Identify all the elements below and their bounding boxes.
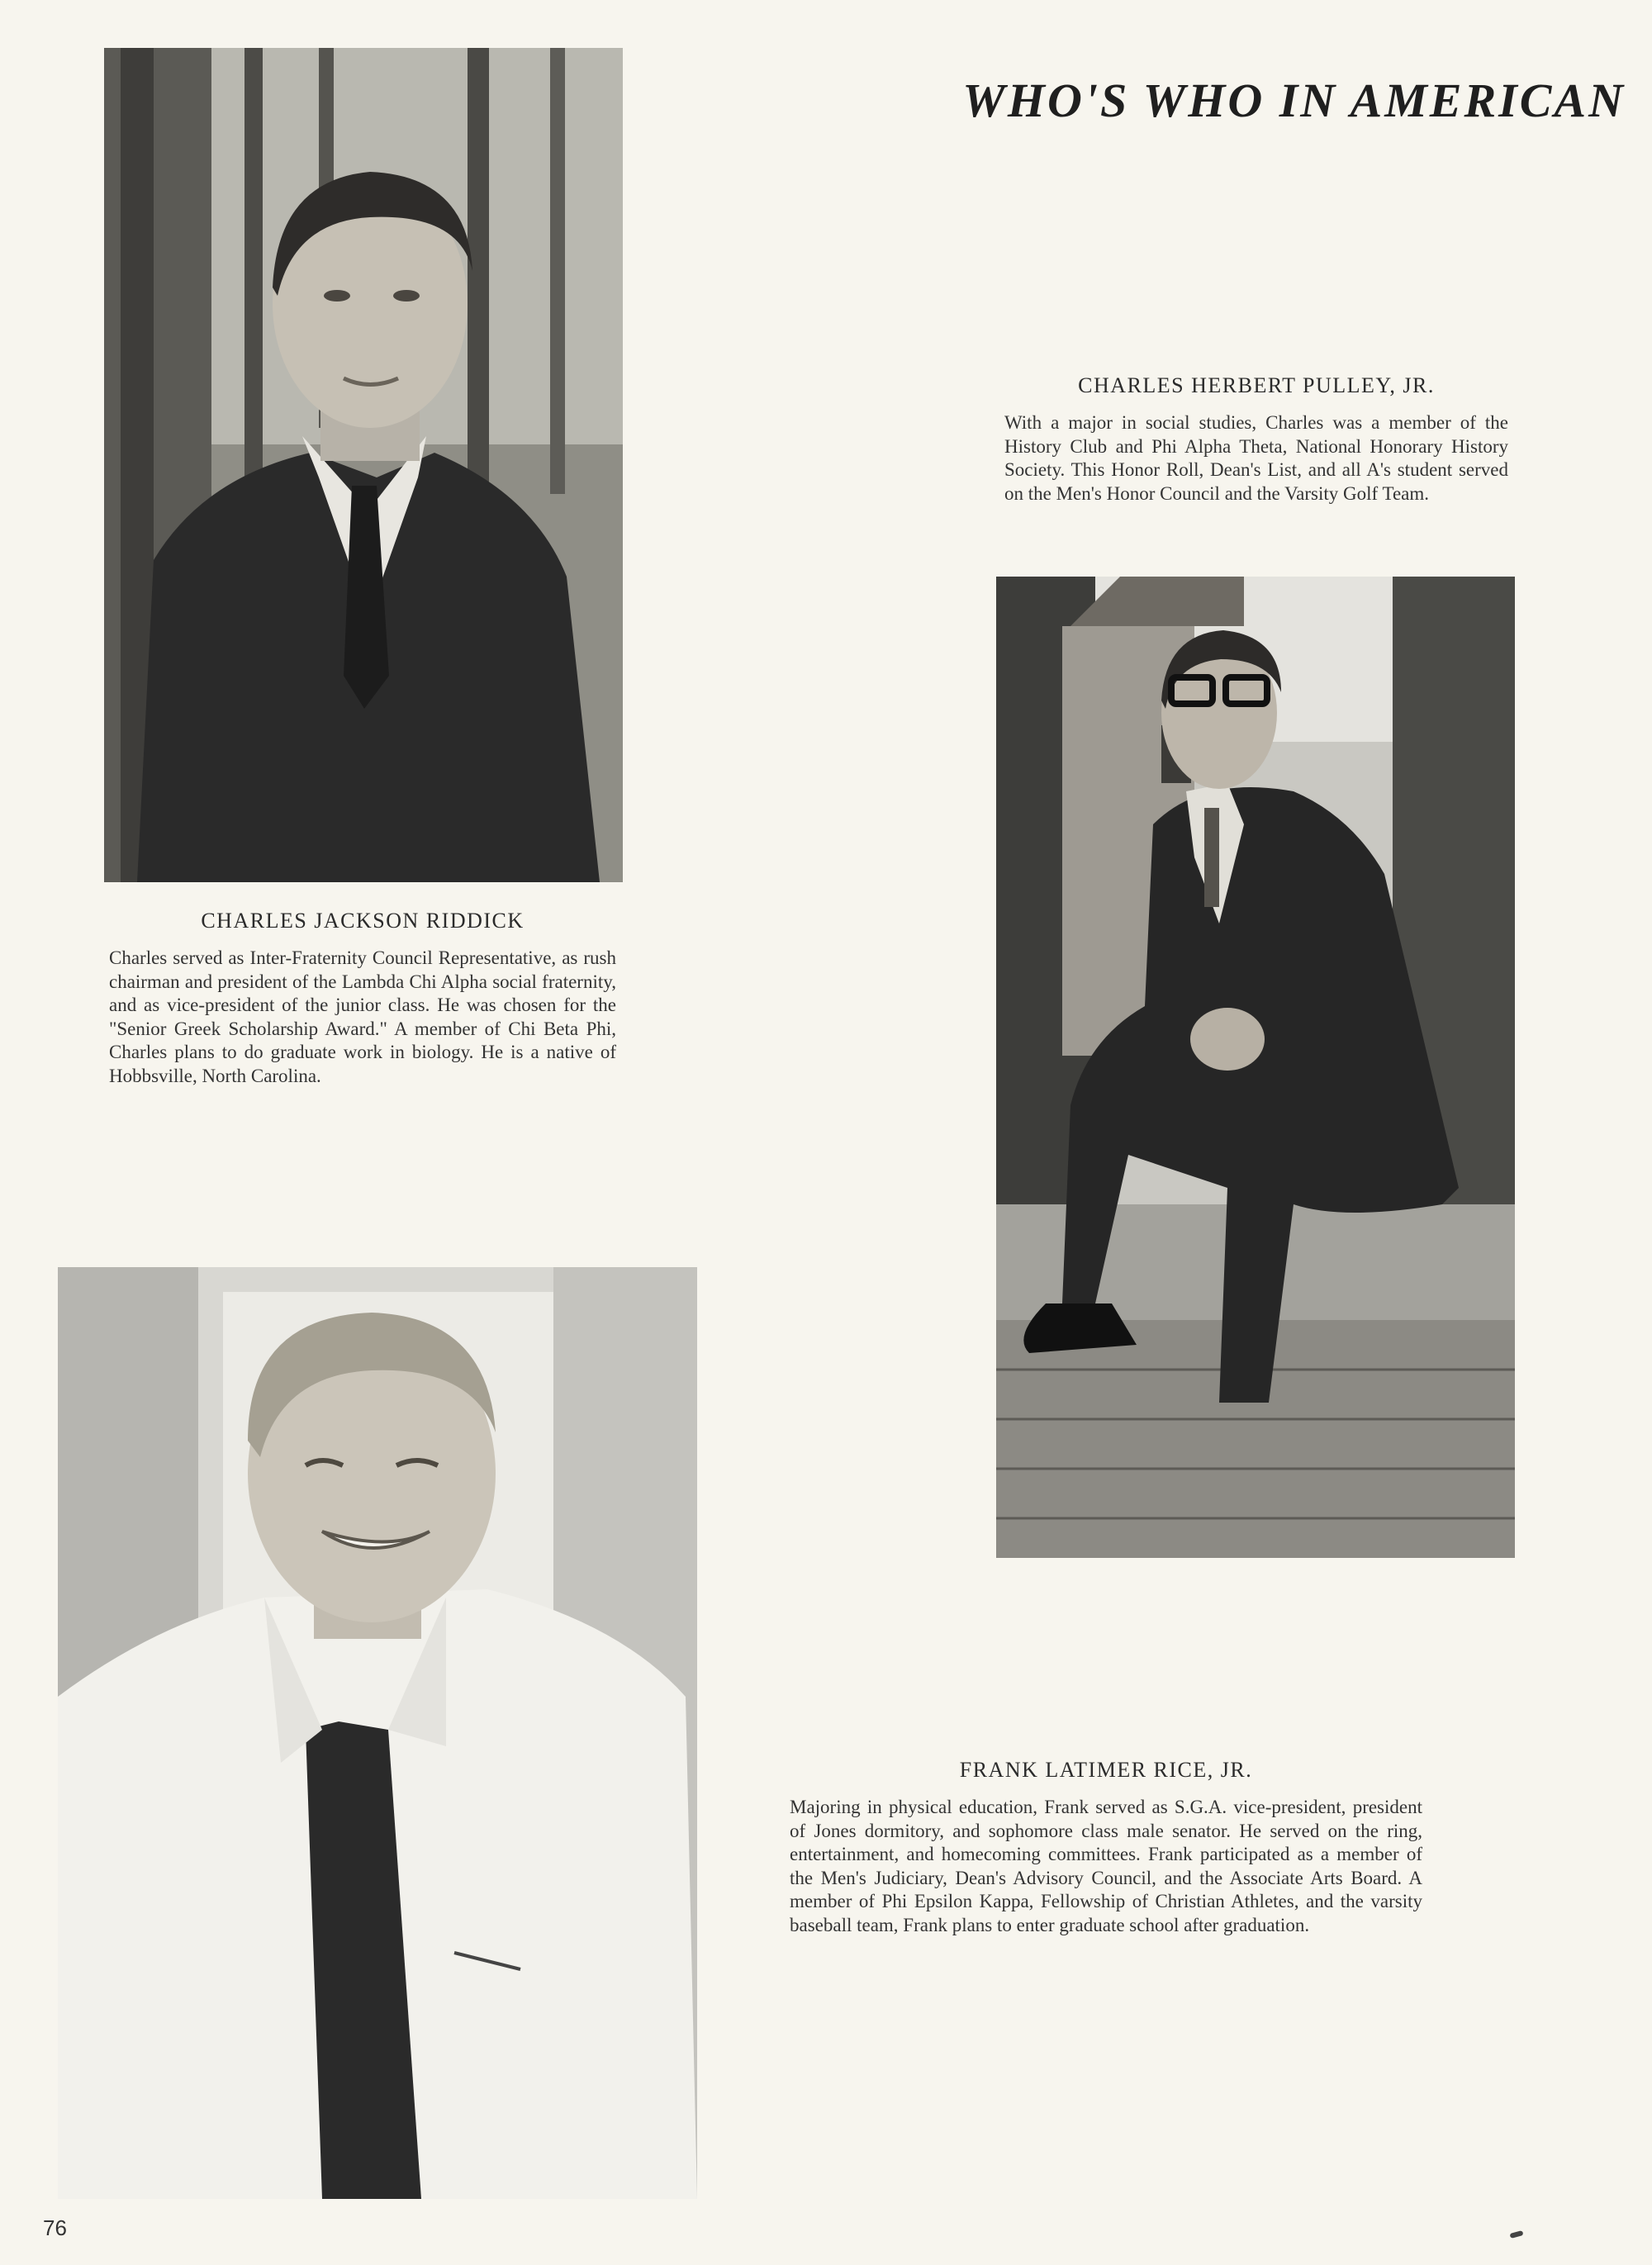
page-title: WHO'S WHO IN AMERICAN	[962, 74, 1626, 127]
profile-bio: Charles served as Inter-Fraternity Council Representative, as rush chairman and president of the Lambda Chi Alpha social fraternity, and as vice-president of the junior class. He was chosen for the "Senior Greek Scholarship Award." A member of Chi Beta Phi, Charles plans to do graduate work in biology. He is a native of Hobbsville, North Carolina.	[109, 947, 616, 1086]
photo-frank-rice	[58, 1267, 697, 2199]
profile-name: CHARLES HERBERT PULLEY, JR.	[1078, 373, 1435, 397]
profile-pulley	[1004, 373, 1508, 506]
profile-bio: With a major in social studies, Charles was a member of the History Club and Phi Alpha Theta, National Honorary History Society. This Honor Roll, Dean's List, and all A's student served on the Men's Honor Council and the Varsity Golf Team.	[1004, 412, 1508, 504]
profile-bio: Majoring in physical education, Frank served as S.G.A. vice-president, president of Jones dormitory, and sophomore class male senator. He served on the ring, entertainment, and homecoming committees. Frank participated as a member of the Men's Judiciary, Dean's Advisory Council, and the Associate Arts Board. A member of Phi Epsilon Kappa, Fellowship of Christian Athletes, and the varsity baseball team, Frank plans to enter graduate school after graduation.	[790, 1797, 1422, 1935]
profile-riddick	[109, 909, 616, 1088]
profile-name: CHARLES JACKSON RIDDICK	[201, 909, 525, 933]
photo-charles-pulley	[996, 577, 1515, 1558]
photo-charles-riddick	[104, 48, 623, 882]
print-speck	[1509, 2230, 1523, 2239]
page-number: 76	[43, 2215, 67, 2240]
profile-name: FRANK LATIMER RICE, JR.	[959, 1758, 1253, 1782]
profile-rice	[790, 1758, 1422, 1937]
